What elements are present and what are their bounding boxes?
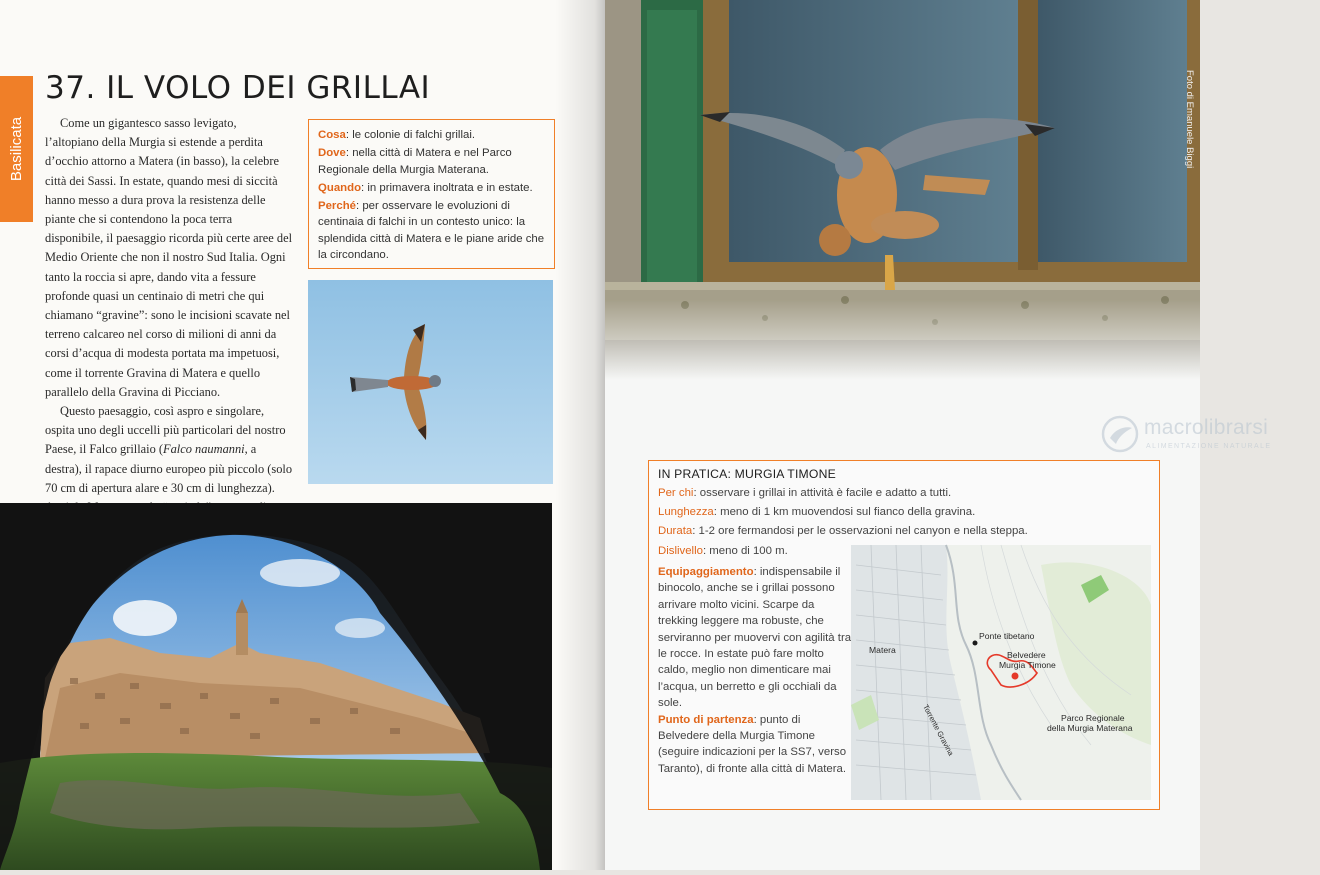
watermark-tagline: ALIMENTAZIONE NATURALE — [1146, 443, 1272, 450]
watermark-name: macrolibrarsi — [1144, 416, 1269, 439]
info-quando: Quando: in primavera inoltrata e in estate. — [318, 181, 533, 194]
practice-durata: Durata: 1-2 ore fermandosi per le osservazioni nel canyon e nella steppa. — [658, 525, 1028, 537]
map-label-torrente: Torrente Gravina — [921, 703, 956, 758]
info-dove: Dove: nella città di Matera e nel Parco Regionale della Murgia Materana. — [318, 147, 512, 176]
map-label-belvedere-1: Belvedere — [1007, 650, 1046, 660]
region-side-tab — [0, 76, 33, 222]
paragraph-1: Come un gigantesco sasso levigato, l’altopiano della Murgia si estende a perdita d’occhio attorno a Matera (in basso), la celebre città dei Sassi. In estate, quando mesi di siccità hanno messo a dura prova la resistenza delle piante che si contendono la poca terra disponibile, il paesaggio ricorda più certe aree del Medio Oriente che non il nostro Sud Italia. Ogni tanto la roccia si apre, dando vita a fessure profonde quasi un centinaio di metri che qui chiamano “gravine”: sono le incisioni scavate nel terreno calcareo nel corso di milioni di anni da corsi d’acqua di modesta portata ma impetuosi, come il torrente Gravina di Matera e quello parallelo della Gravina di Picciano. — [45, 116, 293, 399]
info-perche: Perché: per osservare le evoluzioni di centinaia di falchi in un contesto unico: la splendida città di Matera e le piane aride che la circondano. — [318, 200, 545, 262]
map-label-parco-2: della Murgia Materana — [1047, 723, 1133, 733]
kestrel-window-photo — [605, 0, 1200, 380]
practice-lunghezza: Lunghezza: meno di 1 km muovendosi sul fianco della gravina. — [658, 506, 976, 518]
map-label-belvedere-2: Murgia Timone — [999, 660, 1056, 670]
map-label-parco-1: Parco Regionale — [1061, 713, 1125, 723]
practice-title: IN PRATICA: MURGIA TIMONE — [658, 467, 836, 481]
matera-cave-photo — [0, 503, 552, 870]
route-map — [851, 545, 1151, 800]
species-name: Falco naumanni — [163, 442, 245, 457]
right-page — [605, 0, 1272, 870]
paragraph-2-start: Questo paesaggio, così aspro e singolare, ospita uno degli uccelli più particolari del nostro Paese, il Falco grillaio ( — [45, 404, 286, 457]
practice-partenza: Punto di partenza: punto di Belvedere della Murgia Timone (seguire indicazioni per la SS7, verso Taranto), di fronte alla città di Matera. — [658, 713, 847, 775]
practice-box — [648, 460, 1160, 810]
gutter-shadow — [555, 0, 605, 870]
flying-kestrel-photo — [308, 280, 553, 484]
map-label-ponte: Ponte tibetano — [979, 631, 1035, 641]
practice-details — [658, 564, 854, 777]
map-label-matera: Matera — [869, 645, 896, 655]
paragraph-2-end: , a destra), il rapace diurno europeo più piccolo (solo 70 cm di apertura alare e 30 cm di lunghezza). — [45, 442, 293, 495]
page-title: 37. IL VOLO DEI GRILLAI — [45, 70, 431, 106]
photo-credit: Foto di Emanuele Biggi — [1184, 70, 1195, 169]
watermark — [1100, 414, 1320, 456]
watermark-logo-icon — [1100, 414, 1140, 454]
info-cosa: Cosa: le colonie di falchi grillai. — [318, 129, 476, 141]
practice-dislivello: Dislivello: meno di 100 m. — [658, 545, 788, 557]
left-page — [0, 0, 605, 870]
practice-equipaggiamento: Equipaggiamento: indispensabile il binocolo, anche se i grillai possono arrivare molto vicini. Scarpe da trekking leggere ma robuste, che serviranno per muovervi con agilità tra le rocce. In estate può fare molto caldo, meglio non dimenticare mai l’acqua, un berretto e gli occhiali da sole. — [658, 566, 852, 710]
info-box — [308, 119, 555, 269]
practice-per-chi: Per chi: osservare i grillai in attività è facile e adatto a tutti. — [658, 487, 952, 499]
region-label: Basilicata — [8, 116, 25, 182]
map-graphic — [851, 545, 1151, 800]
